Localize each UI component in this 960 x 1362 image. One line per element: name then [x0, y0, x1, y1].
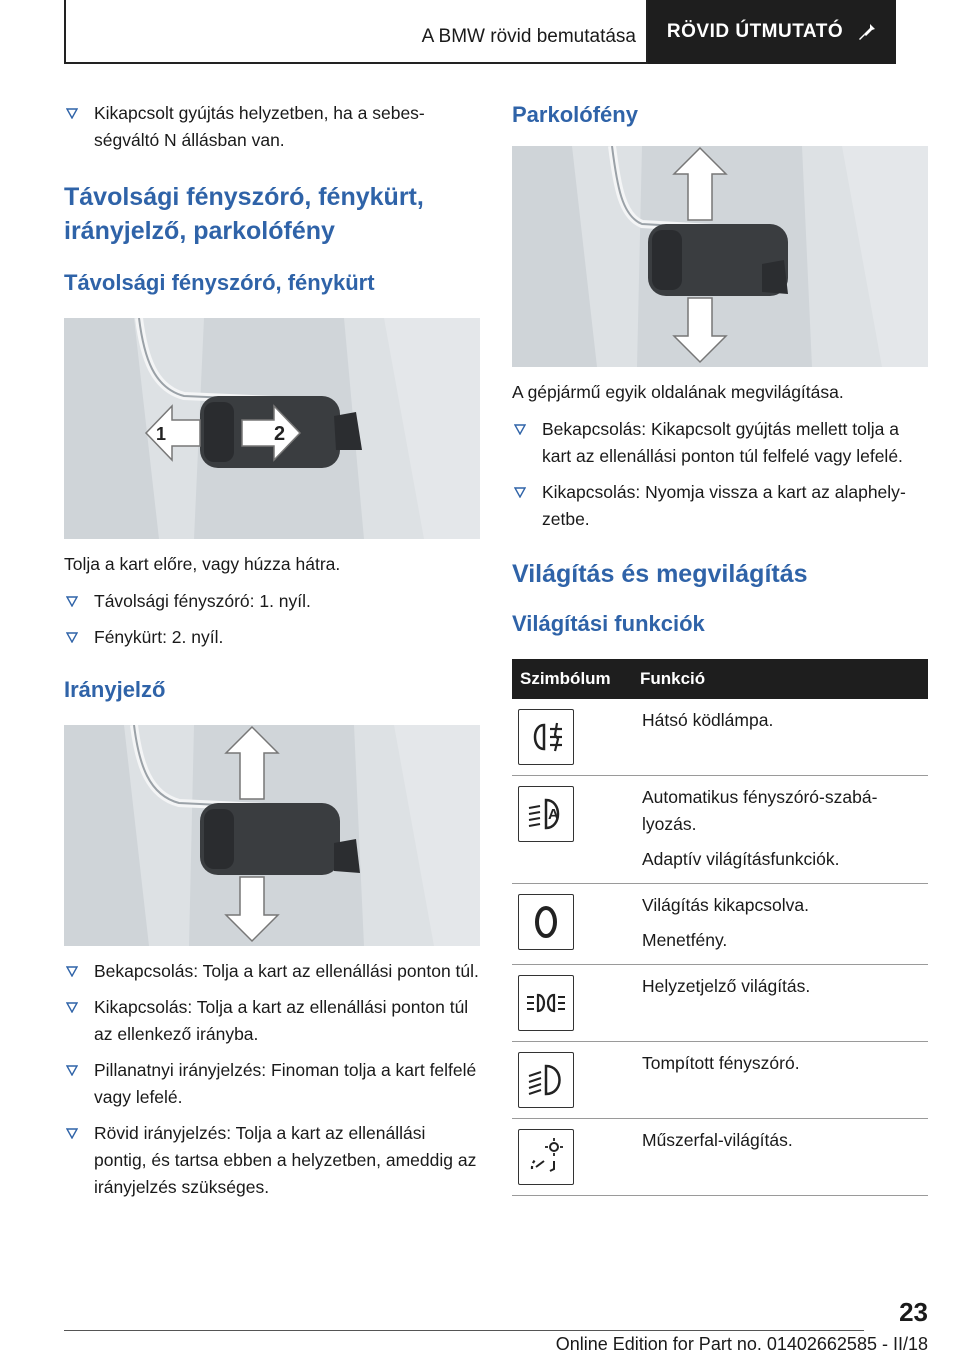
function-text: Tompított fényszóró.: [642, 1053, 800, 1073]
list-item: Kikapcsolás: Nyomja vissza a kart az alaphelyzetbe.: [512, 479, 928, 533]
list-item: Kikapcsolt gyújtás helyzetben, ha a sebességváltó N állásban van.: [64, 100, 480, 154]
steering-column-illustration: [64, 725, 480, 946]
svg-text:A: A: [548, 806, 559, 823]
header-section-title: A BMW rövid bemutatása: [421, 26, 636, 47]
table-row: [512, 1119, 928, 1196]
rear-fog-light-icon: [518, 709, 574, 765]
bullet-triangle-icon: [514, 487, 526, 498]
bullet-triangle-icon: [66, 596, 78, 607]
lights-off-icon: [518, 894, 574, 950]
heading-parking-light: Parkolófény: [512, 102, 638, 127]
parking-light-figure: [512, 146, 928, 367]
arrow-label-1: 1: [156, 424, 167, 444]
list-item: Rövid irányjelzés: Tolja a kart az ellenállási pontig, és tartsa ebben a helyzetben, ameddig az irányjelzés szükséges.: [64, 1120, 480, 1201]
header-rule-bottom: [64, 62, 648, 64]
bullet-triangle-icon: [66, 108, 78, 119]
function-text: Automatikus fényszóró-szabályozás.: [642, 787, 878, 834]
table-row: [512, 776, 928, 884]
heading-lights: Távolsági fényszóró, fénykürt, irányjelző, parkolófény: [64, 183, 424, 245]
lighting-functions-table: [512, 659, 928, 1196]
table-header-row: [512, 659, 928, 699]
bullet-triangle-icon: [66, 1065, 78, 1076]
list-item: Fénykürt: 2. nyíl.: [64, 624, 480, 651]
bullet-triangle-icon: [514, 424, 526, 435]
list-item: Kikapcsolás: Tolja a kart az ellenállási ponton túl az ellenkező irányba.: [64, 994, 480, 1048]
instrument-light-icon: [518, 1129, 574, 1185]
high-beam-figure: [64, 318, 480, 539]
bullet-triangle-icon: [66, 966, 78, 977]
low-beam-icon: [518, 1052, 574, 1108]
high-beam-instruction: Tolja a kart előre, vagy húzza hátra.: [64, 554, 341, 574]
steering-column-illustration: [512, 146, 928, 367]
function-text: Hátsó ködlámpa.: [642, 710, 774, 730]
function-text: Helyzetjelző világítás.: [642, 976, 811, 996]
function-text: Világítás kikapcsolva.: [642, 895, 809, 915]
wrench-icon: [857, 22, 877, 42]
heading-lighting-functions: Világítási funkciók: [512, 611, 705, 636]
parking-light-icon: [518, 975, 574, 1031]
turn-signal-figure: [64, 725, 480, 946]
heading-turn-signal: Irányjelző: [64, 677, 166, 702]
list-item: Távolsági fényszóró: 1. nyíl.: [64, 588, 480, 615]
bullet-triangle-icon: [66, 1002, 78, 1013]
bullet-triangle-icon: [66, 632, 78, 643]
header-chapter-label: RÖVID ÚTMUTATÓ: [666, 21, 844, 42]
function-text: Menetfény.: [642, 930, 728, 950]
footer-rule: [64, 1330, 864, 1331]
list-item: Bekapcsolás: Tolja a kart az ellenállási ponton túl.: [64, 958, 480, 985]
bullet-triangle-icon: [66, 1128, 78, 1139]
table-row: [512, 884, 928, 965]
heading-high-beam: Távolsági fényszóró, fénykürt: [64, 270, 375, 295]
left-column: [64, 100, 480, 1210]
column-header-symbol: Szimbólum: [512, 659, 632, 699]
list-item: Bekapcsolás: Kikapcsolt gyújtás mellett tolja a kart az ellenállási ponton túl felfelé vagy lefelé.: [512, 416, 928, 470]
function-text: Adaptív világításfunkciók.: [642, 849, 840, 869]
steering-column-illustration: [64, 318, 480, 539]
page-number: 23: [899, 1297, 928, 1327]
function-text: Műszerfal-világítás.: [642, 1130, 793, 1150]
header-chapter-tab[interactable]: [648, 0, 896, 64]
arrow-label-2: 2: [274, 423, 286, 445]
right-column: [512, 100, 928, 1196]
column-header-function: Funkció: [632, 659, 928, 699]
table-row: [512, 699, 928, 776]
auto-headlight-icon: [518, 786, 574, 842]
heading-lighting: Világítás és megvilágítás: [512, 560, 808, 588]
list-item: Pillanatnyi irányjelzés: Finoman tolja a kart felfelé vagy lefelé.: [64, 1057, 480, 1111]
footer-edition: Online Edition for Part no. 01402662585 - II/18: [555, 1334, 928, 1354]
parking-light-description: A gépjármű egyik oldalának megvilágítása.: [512, 382, 844, 402]
table-row: [512, 1042, 928, 1119]
table-row: [512, 965, 928, 1042]
